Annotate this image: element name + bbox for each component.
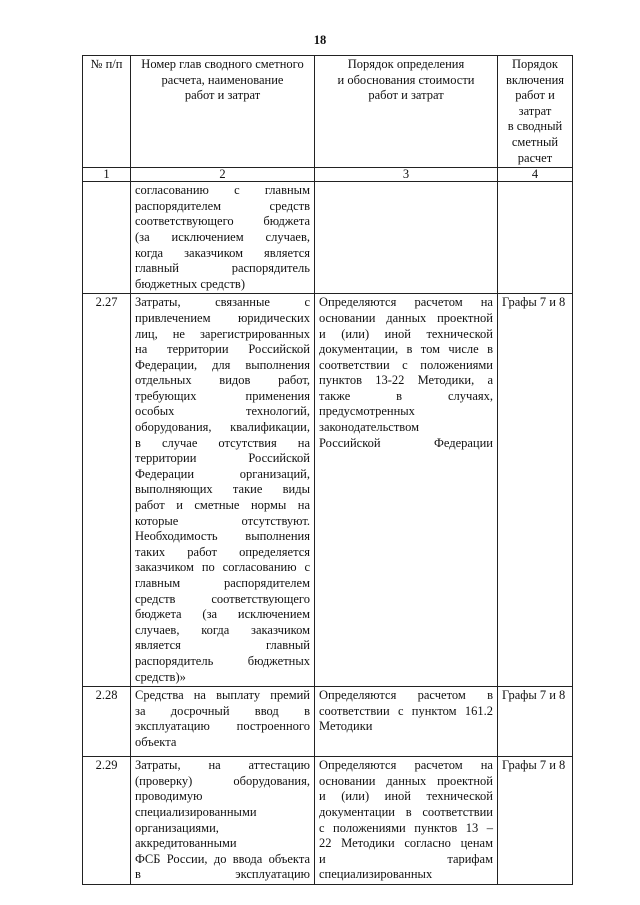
row-inclusion: Графы 7 и 8 [498, 294, 573, 687]
text-line: законодательством [319, 420, 420, 435]
estimate-table [82, 55, 573, 885]
text-line: также в случаях, [319, 388, 493, 403]
text-line: бюджетных средств) [135, 276, 245, 291]
text-line: территории Российской [135, 451, 310, 466]
text-line: требующих применения [135, 388, 310, 403]
row-inclusion [498, 182, 573, 294]
column-number: 3 [315, 168, 498, 182]
text-line: Порядок [512, 57, 558, 71]
row-number: 2.28 [83, 687, 131, 757]
text-line: Методики [319, 719, 373, 734]
text-line: соответствии с пунктом 161.2 [319, 703, 493, 718]
text-line: главный распорядитель [135, 261, 310, 276]
header-cost-determination [315, 56, 498, 168]
text-line: аккредитованными [135, 836, 237, 851]
text-line: работ и затрат [515, 88, 555, 118]
text-line: оборудования, квалификации, [135, 420, 310, 435]
text-line: и (или) иной технической [319, 789, 493, 804]
column-number-row [83, 168, 573, 182]
row-name [131, 182, 315, 294]
text-line: средств соответствующего [135, 591, 310, 606]
text-line: выполняющих такие виды [135, 482, 310, 497]
text-line: (за исключением случаев, [135, 229, 310, 244]
text-line: привлечением юридических [135, 310, 310, 325]
text-line: Затраты, на аттестацию [135, 758, 310, 773]
text-line: когда заказчиком является [135, 245, 310, 260]
row-inclusion: Графы 7 и 8 [498, 687, 573, 757]
row-number: 2.27 [83, 294, 131, 687]
text-line: средств)» [135, 669, 186, 684]
text-line: Средства на выплату премий [135, 688, 310, 703]
text-line: № п/п [90, 57, 123, 71]
text-line: Порядок определения [347, 57, 465, 71]
text-line: в случае отсутствия на [135, 435, 310, 450]
text-line: Необходимость выполнения [135, 529, 310, 544]
text-line: соответствующего бюджета [135, 214, 310, 229]
text-line: работ и затрат [184, 88, 261, 103]
text-line: включения [505, 72, 565, 87]
table-body [83, 182, 573, 885]
text-line: бюджета (за исключением [135, 607, 310, 622]
header-row [83, 56, 573, 168]
text-line: за досрочный ввод в [135, 703, 310, 718]
text-line: объекта [135, 734, 177, 749]
text-line: и тарифам [319, 851, 493, 866]
column-number: 2 [131, 168, 315, 182]
text-line: Федерации организаций, [135, 466, 310, 481]
text-line: ФСБ России, до ввода объекта [135, 851, 310, 866]
text-line: сметный [511, 134, 559, 149]
row-inclusion: Графы 7 и 8 [498, 757, 573, 885]
text-line: лиц, не зарегистрированных [135, 326, 310, 341]
text-line: Затраты, связанные с [135, 295, 310, 310]
text-line: пунктов 13-22 Методики, а [319, 373, 493, 388]
text-line: документации, в том числе в [319, 342, 493, 357]
text-line: расчета, наименование [161, 72, 284, 87]
text-line: работ и сметные нормы на [135, 498, 310, 513]
text-line: на территории Российской [135, 342, 310, 357]
text-line: расчет [517, 150, 553, 165]
text-line: предусмотренных [319, 404, 415, 419]
text-line: Определяются расчетом на [319, 295, 493, 310]
text-line: основании данных проектной [319, 773, 493, 788]
text-line: (проверку) оборудования, [135, 773, 310, 788]
text-line: распорядителем средств [135, 198, 310, 213]
text-line: организациями, [135, 820, 219, 835]
text-line: эксплуатацию построенного [135, 719, 310, 734]
text-line: соответствии с положениями [319, 357, 493, 372]
row-order [315, 182, 498, 294]
text-line: Российской Федерации [319, 435, 493, 450]
table-row [83, 687, 573, 757]
text-line: специализированными [135, 804, 257, 819]
text-line: согласованию с главным [135, 183, 310, 198]
text-line: и обоснования стоимости [337, 72, 475, 87]
text-line: является главный [135, 638, 310, 653]
text-line: таких работ определяется [135, 544, 310, 559]
text-line: основании данных проектной [319, 310, 493, 325]
text-line: Определяются расчетом на [319, 758, 493, 773]
row-order [315, 757, 498, 885]
header-number [83, 56, 131, 168]
text-line: Федерации, для выполнения [135, 357, 310, 372]
text-line: распорядитель бюджетных [135, 653, 310, 668]
table-row [83, 757, 573, 885]
header-inclusion-order [498, 56, 573, 168]
table-row [83, 182, 573, 294]
row-order [315, 687, 498, 757]
text-line: специализированных [319, 867, 433, 882]
header-chapter-name [131, 56, 315, 168]
row-number [83, 182, 131, 294]
text-line: случаев, когда заказчиком [135, 622, 310, 637]
row-name [131, 757, 315, 885]
column-number: 1 [83, 168, 131, 182]
text-line: Определяются расчетом в [319, 688, 493, 703]
row-order [315, 294, 498, 687]
text-line: отдельных видов работ, [135, 373, 310, 388]
column-number: 4 [498, 168, 573, 182]
text-line: Номер глав сводного сметного [141, 57, 304, 71]
text-line: с положениями пунктов 13 – [319, 820, 493, 835]
text-line: документации в соответствии [319, 804, 493, 819]
text-line: которые отсутствуют. [135, 513, 310, 528]
text-line: и (или) иной технической [319, 326, 493, 341]
text-line: заказчиком по согласованию с [135, 560, 310, 575]
row-name [131, 687, 315, 757]
table-row [83, 294, 573, 687]
text-line: особых технологий, [135, 404, 310, 419]
row-number: 2.29 [83, 757, 131, 885]
row-name [131, 294, 315, 687]
text-line: проводимую [135, 789, 203, 804]
text-line: работ и затрат [368, 88, 444, 103]
text-line: в эксплуатацию [135, 867, 310, 882]
text-line: 22 Методики согласно ценам [319, 836, 493, 851]
table-header [83, 56, 573, 182]
text-line: главным распорядителем [135, 576, 310, 590]
page-number: 18 [313, 33, 327, 47]
text-line: в сводный [507, 119, 563, 134]
